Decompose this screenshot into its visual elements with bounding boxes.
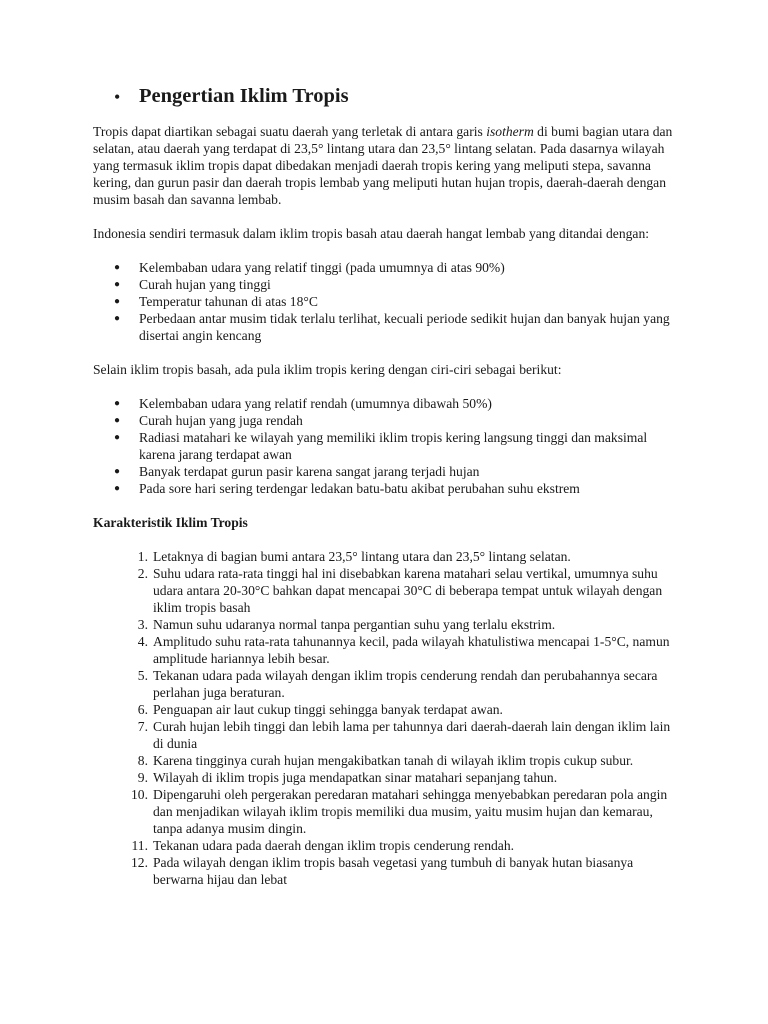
list-number: 10.: [131, 787, 148, 802]
intro-emphasis: isotherm: [486, 124, 534, 139]
list-item-text: Curah hujan yang juga rendah: [139, 413, 303, 428]
list-number: 4.: [137, 634, 148, 649]
section-heading: Karakteristik Iklim Tropis: [93, 515, 248, 530]
list-item: [93, 667, 683, 701]
bullet-icon: ●: [114, 398, 121, 409]
list-item-text: Suhu udara rata-rata tinggi hal ini disebabkan karena matahari selau vertikal, umumnya suhu udara antara 20-30°C bahkan dapat mencapai 30°C di beberapa tempat untuk wilayah dengan iklim tropis basah: [153, 566, 663, 615]
list-item-text: Dipengaruhi oleh pergerakan peredaran matahari sehingga menyebabkan peredaran pola angin dan menjadikan wilayah iklim tropis memiliki dua musim, yaitu musim hujan dan kemarau, tanpa adanya musim dingin.: [153, 787, 668, 836]
list-item-text: Perbedaan antar musim tidak terlalu terlihat, kecuali periode sedikit hujan dan banyak hujan yang disertai angin kencang: [139, 311, 670, 343]
list-number: 3.: [137, 617, 148, 632]
bullet-icon: ●: [114, 483, 121, 494]
list-item-text: Curah hujan yang tinggi: [139, 277, 271, 292]
list-item-text: Wilayah di iklim tropis juga mendapatkan sinar matahari sepanjang tahun.: [153, 770, 558, 785]
list-number: 9.: [137, 770, 148, 785]
list-item: [93, 276, 683, 293]
kering-paragraph: Selain iklim tropis basah, ada pula iklim tropis kering dengan ciri-ciri sebagai berikut:: [93, 362, 562, 377]
list-number: 8.: [137, 753, 148, 768]
intro-text-1: Tropis dapat diartikan sebagai suatu daerah yang terletak di antara garis: [93, 124, 487, 139]
bullet-icon: ●: [114, 313, 121, 324]
page-title: [93, 84, 683, 108]
list-item: [93, 463, 683, 480]
list-item: [93, 412, 683, 429]
list-item-text: Tekanan udara pada wilayah dengan iklim tropis cenderung rendah dan perubahannya secara perlahan juga beraturan.: [153, 668, 658, 700]
list-item-text: Kelembaban udara yang relatif rendah (umumnya dibawah 50%): [139, 396, 492, 411]
bullet-icon: ●: [114, 296, 121, 307]
list-item-text: Pada wilayah dengan iklim tropis basah vegetasi yang tumbuh di banyak hutan biasanya berwarna hijau dan lebat: [153, 855, 634, 887]
list-item: [93, 429, 683, 463]
list-item-text: Karena tingginya curah hujan mengakibatkan tanah di wilayah iklim tropis cukup subur.: [153, 753, 634, 768]
bullet-icon: ●: [114, 415, 121, 426]
intro-text-2: di bumi bagian utara dan selatan, atau daerah yang terdapat di 23,5° lintang utara dan 23,5° lintang selatan. Pada dasarnya wilayah yang termasuk iklim tropis dapat dibedakan menjadi daerah tropis kering yang meliputi stepa, savanna kering, dan gurun pasir dan daerah tropis lembab yang meliputi hutan hujan tropis, daerah-daerah dengan musim basah dan savanna lembab.: [93, 124, 673, 207]
list-number: 1.: [137, 549, 148, 564]
tropis-kering-list: [93, 395, 683, 497]
list-item-text: Curah hujan lebih tinggi dan lebih lama per tahunnya dari daerah-daerah lain dengan iklim lain di dunia: [153, 719, 671, 751]
list-item: [93, 259, 683, 276]
bullet-icon: ●: [114, 432, 121, 443]
list-item: [93, 633, 683, 667]
list-item-text: Pada sore hari sering terdengar ledakan batu-batu akibat perubahan suhu ekstrem: [139, 481, 580, 496]
list-item: [93, 752, 683, 769]
list-item-text: Temperatur tahunan di atas 18°C: [139, 294, 318, 309]
list-item: [93, 718, 683, 752]
list-number: 5.: [137, 668, 148, 683]
list-item: [93, 395, 683, 412]
list-item: [93, 293, 683, 310]
heading-bullet-icon: •: [114, 87, 121, 107]
list-item: [93, 548, 683, 565]
list-number: 11.: [131, 838, 148, 853]
bullet-icon: ●: [114, 466, 121, 477]
list-item-text: Radiasi matahari ke wilayah yang memiliki iklim tropis kering langsung tinggi dan maksimal karena jarang terdapat awan: [139, 430, 648, 462]
list-item-text: Letaknya di bagian bumi antara 23,5° lintang utara dan 23,5° lintang selatan.: [153, 549, 571, 564]
list-item: [93, 565, 683, 616]
list-item: [93, 769, 683, 786]
list-item: [93, 854, 683, 888]
list-item: [93, 786, 683, 837]
karakteristik-list: [93, 548, 683, 888]
list-item-text: Kelembaban udara yang relatif tinggi (pada umumnya di atas 90%): [139, 260, 505, 275]
list-number: 7.: [137, 719, 148, 734]
list-item: [93, 310, 683, 344]
list-item: [93, 616, 683, 633]
indonesia-paragraph: Indonesia sendiri termasuk dalam iklim tropis basah atau daerah hangat lembab yang ditandai dengan:: [93, 226, 650, 241]
list-item-text: Namun suhu udaranya normal tanpa pergantian suhu yang terlalu ekstrim.: [153, 617, 556, 632]
bullet-icon: ●: [114, 262, 121, 273]
list-item: [93, 701, 683, 718]
list-item-text: Amplitudo suhu rata-rata tahunannya kecil, pada wilayah khatulistiwa mencapai 1-5°C, namun amplitude hariannya lebih besar.: [153, 634, 670, 666]
document-page: [93, 84, 683, 888]
list-number: 6.: [137, 702, 148, 717]
intro-paragraph: [93, 123, 683, 208]
list-item-text: Banyak terdapat gurun pasir karena sangat jarang terjadi hujan: [139, 464, 480, 479]
list-number: 12.: [131, 855, 148, 870]
list-item-text: Penguapan air laut cukup tinggi sehingga banyak terdapat awan.: [153, 702, 503, 717]
list-number: 2.: [137, 566, 148, 581]
bullet-icon: ●: [114, 279, 121, 290]
tropis-basah-list: [93, 259, 683, 344]
list-item-text: Tekanan udara pada daerah dengan iklim tropis cenderung rendah.: [153, 838, 515, 853]
list-item: [93, 837, 683, 854]
list-item: [93, 480, 683, 497]
page-title-text: Pengertian Iklim Tropis: [139, 85, 349, 107]
